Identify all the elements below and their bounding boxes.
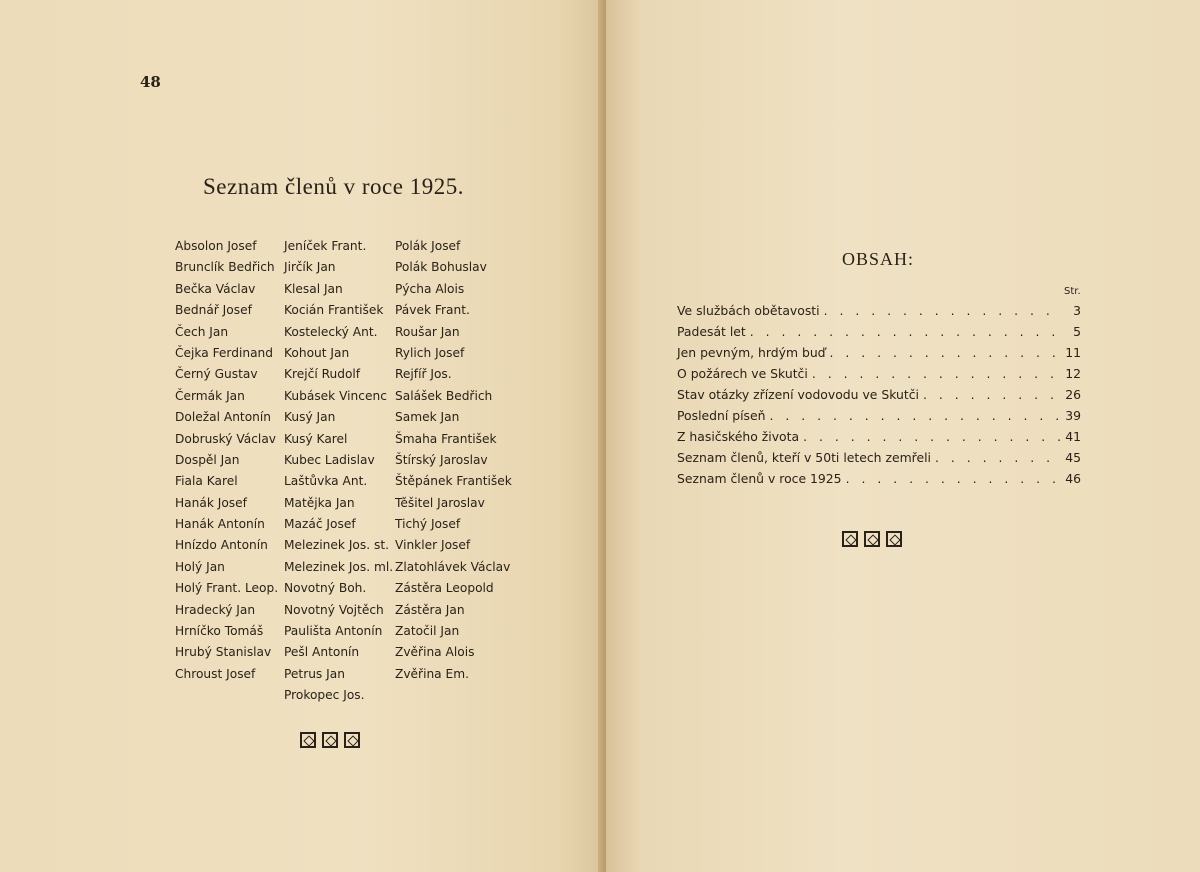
member-name: Hanák Josef	[175, 495, 247, 510]
member-name: Hrubý Stanislav	[175, 645, 272, 660]
member-name: Paulišta Antonín	[284, 624, 383, 639]
member-name: Hanák Antonín	[175, 517, 265, 532]
member-name: Roušar Jan	[395, 324, 460, 339]
toc-entry	[677, 468, 1081, 489]
toc-leader-dots	[750, 321, 1061, 342]
member-name: Pešl Antonín	[284, 645, 360, 660]
member-name: Černý Gustav	[175, 367, 258, 382]
toc-entry-page: 5	[1073, 324, 1081, 339]
toc-entry	[677, 342, 1081, 363]
toc-entry	[677, 405, 1081, 426]
member-name: Zatočil Jan	[395, 624, 460, 639]
ornament-icon	[842, 531, 858, 547]
member-name: Pávek Frant.	[395, 303, 470, 318]
toc-entry	[677, 363, 1081, 384]
member-name: Bednář Josef	[175, 303, 252, 318]
member-name: Těšitel Jaroslav	[395, 495, 485, 510]
member-name: Novotný Boh.	[284, 581, 367, 596]
member-name: Šmaha František	[395, 431, 497, 446]
member-name: Hrníčko Tomáš	[175, 624, 264, 639]
member-name: Čech Jan	[175, 324, 229, 339]
toc-leader-dots	[830, 342, 1061, 363]
member-name: Klesal Jan	[284, 281, 343, 296]
toc-entry-page: 41	[1065, 429, 1081, 444]
toc-page-column-label: Str.	[1064, 286, 1081, 297]
member-name: Zvěřina Em.	[395, 666, 469, 681]
member-name: Rejfíř Jos.	[395, 367, 452, 382]
toc-entry-title: Jen pevným, hrdým buď	[677, 345, 826, 360]
member-name: Dobruský Václav	[175, 431, 276, 446]
member-name: Samek Jan	[395, 410, 460, 425]
member-name: Kostelecký Ant.	[284, 324, 378, 339]
ornament-icon	[864, 531, 880, 547]
member-column-1	[175, 236, 278, 685]
member-name: Doležal Antonín	[175, 410, 271, 425]
toc-entry-page: 12	[1065, 366, 1081, 381]
member-name: Fiala Karel	[175, 474, 238, 489]
member-name: Zvěřina Alois	[395, 645, 475, 660]
toc-heading: OBSAH:	[842, 249, 915, 269]
member-name: Kusý Karel	[284, 431, 348, 446]
member-name: Polák Josef	[395, 239, 461, 253]
member-name: Brunclík Bedřich	[175, 260, 275, 275]
member-name: Štěpánek František	[395, 474, 512, 489]
member-name: Holý Frant. Leop.	[175, 581, 279, 596]
toc-entry-page: 26	[1065, 387, 1081, 402]
member-name: Zástěra Jan	[395, 602, 465, 617]
member-name: Rylich Josef	[395, 345, 465, 360]
member-name: Zlatohlávek Václav	[395, 559, 511, 574]
toc-entry	[677, 426, 1081, 447]
member-name: Chroust Josef	[175, 666, 256, 681]
toc-entry-page: 3	[1073, 303, 1081, 318]
toc-entry-page: 46	[1065, 471, 1081, 486]
member-name: Polák Bohuslav	[395, 260, 487, 275]
toc-entry-title: O požárech ve Skutči	[677, 366, 808, 381]
toc-entry	[677, 321, 1081, 342]
member-name: Tichý Josef	[395, 517, 461, 532]
table-of-contents	[677, 300, 1081, 489]
member-name: Kohout Jan	[284, 345, 350, 360]
toc-entry-page: 11	[1065, 345, 1081, 360]
member-name: Salášek Bedřich	[395, 388, 493, 403]
toc-entry-title: Stav otázky zřízení vodovodu ve Skutči	[677, 387, 919, 402]
ornament-icon	[322, 732, 338, 748]
ornament-row-left	[300, 732, 360, 748]
toc-entry	[677, 300, 1081, 321]
member-column-3	[395, 236, 512, 685]
member-name: Jirčík Jan	[284, 260, 336, 275]
toc-leader-dots	[846, 468, 1061, 489]
member-name: Štírský Jaroslav	[395, 452, 488, 467]
toc-entry-title: Padesát let	[677, 324, 746, 339]
page-title: Seznam členů v roce 1925.	[203, 174, 464, 199]
toc-entry	[677, 447, 1081, 468]
toc-entry-page: 39	[1065, 408, 1081, 423]
toc-entry-title: Ve službách obětavosti	[677, 303, 820, 318]
member-name: Prokopec Jos.	[284, 688, 365, 703]
member-name: Laštůvka Ant.	[284, 474, 368, 489]
toc-leader-dots	[812, 363, 1061, 384]
member-column-2	[284, 236, 393, 707]
member-name: Čermák Jan	[175, 388, 245, 403]
member-name: Vinkler Josef	[395, 538, 471, 553]
member-name: Čejka Ferdinand	[175, 345, 273, 360]
member-name: Bečka Václav	[175, 281, 256, 296]
member-name: Petrus Jan	[284, 666, 345, 681]
ornament-icon	[300, 732, 316, 748]
member-name: Kusý Jan	[284, 410, 336, 425]
member-name: Melezinek Jos. ml.	[284, 559, 394, 574]
member-name: Matějka Jan	[284, 495, 355, 510]
member-name: Kubásek Vincenc	[284, 388, 387, 403]
ornament-icon	[344, 732, 360, 748]
member-name: Holý Jan	[175, 559, 225, 574]
member-name: Melezinek Jos. st.	[284, 538, 389, 553]
member-name: Kubec Ladislav	[284, 452, 375, 467]
toc-leader-dots	[803, 426, 1061, 447]
page-number: 48	[140, 73, 161, 91]
member-name: Jeníček Frant.	[284, 239, 367, 253]
member-name: Mazáč Josef	[284, 517, 356, 532]
member-name: Kocián František	[284, 303, 384, 318]
toc-entry-title: Z hasičského života	[677, 429, 800, 444]
member-name: Dospěl Jan	[175, 452, 240, 467]
toc-leader-dots	[824, 300, 1061, 321]
ornament-row-right	[842, 531, 902, 547]
member-name: Zástěra Leopold	[395, 581, 494, 596]
toc-entry-title: Seznam členů, kteří v 50ti letech zemřeli	[677, 450, 931, 465]
member-name: Absolon Josef	[175, 239, 257, 253]
toc-entry	[677, 384, 1081, 405]
toc-leader-dots	[923, 384, 1061, 405]
member-name: Krejčí Rudolf	[284, 367, 361, 382]
member-name: Pýcha Alois	[395, 281, 465, 296]
toc-leader-dots	[935, 447, 1061, 468]
member-name: Hradecký Jan	[175, 602, 256, 617]
toc-leader-dots	[769, 405, 1061, 426]
toc-entry-title: Seznam členů v roce 1925	[677, 471, 842, 486]
toc-entry-page: 45	[1065, 450, 1081, 465]
ornament-icon	[886, 531, 902, 547]
member-name: Hnízdo Antonín	[175, 538, 268, 553]
toc-entry-title: Poslední píseň	[677, 408, 766, 423]
member-name: Novotný Vojtěch	[284, 602, 384, 617]
